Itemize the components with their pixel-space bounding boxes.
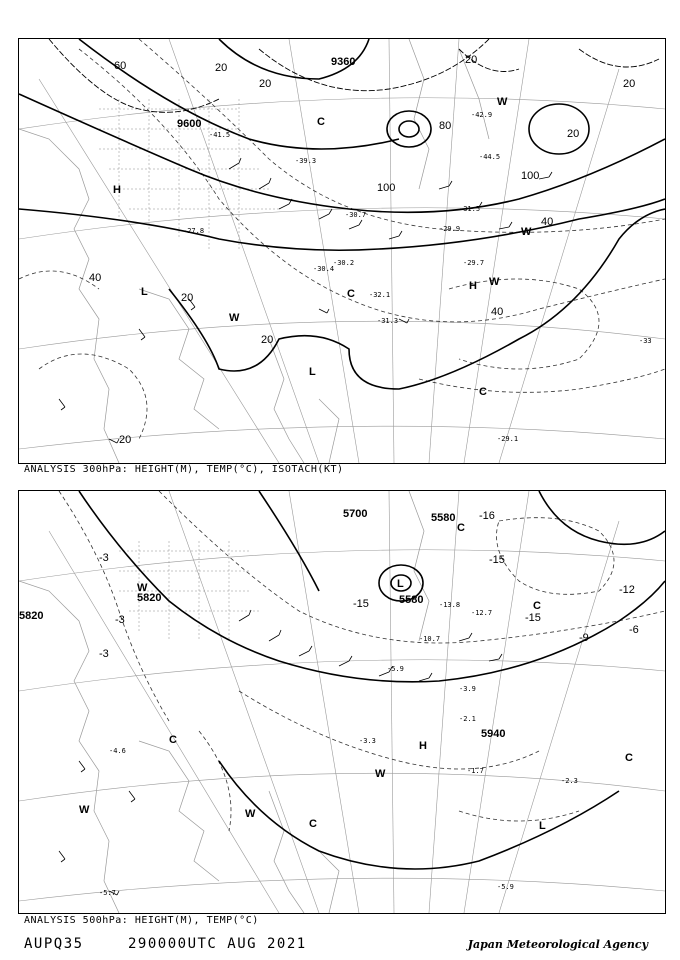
warm-center: W bbox=[245, 808, 256, 820]
warm-center: W bbox=[375, 768, 386, 780]
isotach-label: 100 bbox=[377, 182, 396, 194]
cold-center: C bbox=[317, 116, 325, 128]
isotach-label: 20 bbox=[215, 62, 228, 74]
map-500hpa-canvas bbox=[19, 491, 665, 913]
low-center: L bbox=[309, 366, 316, 378]
cold-center: C bbox=[309, 818, 317, 830]
svg-text:-13.8: -13.8 bbox=[439, 601, 461, 609]
wind-barbs bbox=[59, 158, 552, 443]
low-center: L bbox=[397, 578, 404, 590]
warm-center: W bbox=[521, 226, 532, 238]
svg-text:-30.2: -30.2 bbox=[333, 259, 355, 267]
svg-text:-5.9: -5.9 bbox=[387, 665, 404, 673]
cold-center: C bbox=[533, 600, 541, 612]
isotach-label: 20 bbox=[259, 78, 272, 90]
svg-text:-27.8: -27.8 bbox=[183, 227, 205, 235]
svg-text:-6: -6 bbox=[629, 624, 639, 636]
cold-center: C bbox=[479, 386, 487, 398]
svg-text:-30.7: -30.7 bbox=[345, 211, 367, 219]
svg-text:-3.3: -3.3 bbox=[359, 737, 376, 745]
svg-text:-12.7: -12.7 bbox=[471, 609, 493, 617]
svg-text:-41.5: -41.5 bbox=[209, 131, 231, 139]
pressure-centers bbox=[113, 96, 532, 398]
high-center: H bbox=[419, 740, 427, 752]
height-contours bbox=[79, 491, 665, 869]
svg-text:-32.1: -32.1 bbox=[369, 291, 391, 299]
svg-text:-31.3: -31.3 bbox=[377, 317, 399, 325]
isotach-label: 20 bbox=[567, 128, 580, 140]
svg-text:-3: -3 bbox=[115, 614, 125, 626]
pressure-centers bbox=[79, 522, 633, 832]
isotach-label: 20 bbox=[623, 78, 636, 90]
warm-center: W bbox=[137, 582, 148, 594]
height-label: 9600 bbox=[177, 118, 202, 130]
svg-text:-1.7: -1.7 bbox=[467, 767, 484, 775]
svg-text:-10.7: -10.7 bbox=[419, 635, 441, 643]
height-label: 5580 bbox=[431, 512, 456, 524]
height-label: 9360 bbox=[331, 56, 356, 68]
isotach-label: 20 bbox=[181, 292, 194, 304]
svg-text:-5.7: -5.7 bbox=[99, 889, 116, 897]
svg-text:-9: -9 bbox=[579, 632, 589, 644]
agency-credit: Japan Meteorological Agency bbox=[467, 938, 648, 951]
low-center: L bbox=[141, 286, 148, 298]
cold-center: C bbox=[169, 734, 177, 746]
temperature-samples bbox=[99, 601, 578, 897]
graticule bbox=[19, 491, 665, 913]
isotach-label: 20 bbox=[119, 434, 132, 446]
valid-time: 290000UTC AUG 2021 bbox=[128, 936, 307, 952]
svg-text:-2.3: -2.3 bbox=[561, 777, 578, 785]
height-label: 5580 bbox=[399, 594, 424, 606]
map-panel-300hpa bbox=[18, 38, 666, 464]
svg-text:-3.9: -3.9 bbox=[459, 685, 476, 693]
isotach-label: 40 bbox=[89, 272, 102, 284]
isotach-label: 20 bbox=[261, 334, 274, 346]
svg-text:-33: -33 bbox=[639, 337, 652, 345]
svg-text:-15: -15 bbox=[525, 612, 541, 624]
height-label: 5700 bbox=[343, 508, 368, 520]
isotach-contours bbox=[49, 39, 659, 112]
svg-text:-29.9: -29.9 bbox=[439, 225, 461, 233]
map-300hpa-canvas bbox=[19, 39, 665, 463]
svg-text:-39.3: -39.3 bbox=[295, 157, 317, 165]
isotach-label: 80 bbox=[439, 120, 452, 132]
height-labels bbox=[19, 508, 505, 740]
svg-text:-16: -16 bbox=[479, 510, 495, 522]
cold-center: C bbox=[457, 522, 465, 534]
panel-caption-300hpa: ANALYSIS 300hPa: HEIGHT(M), TEMP(°C), ISOTACH(KT) bbox=[24, 464, 344, 475]
warm-center: W bbox=[229, 312, 240, 324]
isotach-label: 40 bbox=[491, 306, 504, 318]
svg-text:-30.4: -30.4 bbox=[313, 265, 335, 273]
height-label: 5940 bbox=[481, 728, 506, 740]
chart-id: AUPQ35 bbox=[24, 936, 84, 952]
coastline bbox=[19, 491, 429, 913]
svg-text:-29.1: -29.1 bbox=[497, 435, 519, 443]
warm-center: W bbox=[79, 804, 90, 816]
height-label: 5820 bbox=[137, 592, 162, 604]
temperature-contour-labels bbox=[99, 510, 639, 660]
isotach-label: 20 bbox=[465, 54, 478, 66]
cold-center: C bbox=[625, 752, 633, 764]
high-center: H bbox=[113, 184, 121, 196]
svg-text:-29.7: -29.7 bbox=[463, 259, 485, 267]
svg-text:-3: -3 bbox=[99, 552, 109, 564]
svg-text:-15: -15 bbox=[353, 598, 369, 610]
warm-center: W bbox=[489, 276, 500, 288]
coastline bbox=[19, 39, 489, 463]
svg-text:-15: -15 bbox=[489, 554, 505, 566]
svg-text:-2.1: -2.1 bbox=[459, 715, 476, 723]
height-label: 5820 bbox=[19, 610, 44, 622]
svg-text:-42.9: -42.9 bbox=[471, 111, 493, 119]
svg-text:-4.6: -4.6 bbox=[109, 747, 126, 755]
cold-center: C bbox=[347, 288, 355, 300]
map-panel-500hpa bbox=[18, 490, 666, 914]
svg-text:-5.9: -5.9 bbox=[497, 883, 514, 891]
panel-caption-500hpa: ANALYSIS 500hPa: HEIGHT(M), TEMP(°C) bbox=[24, 915, 259, 926]
svg-text:-3: -3 bbox=[99, 648, 109, 660]
high-center: H bbox=[469, 280, 477, 292]
svg-text:-44.5: -44.5 bbox=[479, 153, 501, 161]
svg-text:-31.5: -31.5 bbox=[459, 205, 481, 213]
isotach-label: 60 bbox=[114, 60, 127, 72]
warm-center: W bbox=[497, 96, 508, 108]
isotach-label: 40 bbox=[541, 216, 554, 228]
isotach-label: 100 bbox=[521, 170, 540, 182]
low-center: L bbox=[539, 820, 546, 832]
svg-text:-12: -12 bbox=[619, 584, 635, 596]
